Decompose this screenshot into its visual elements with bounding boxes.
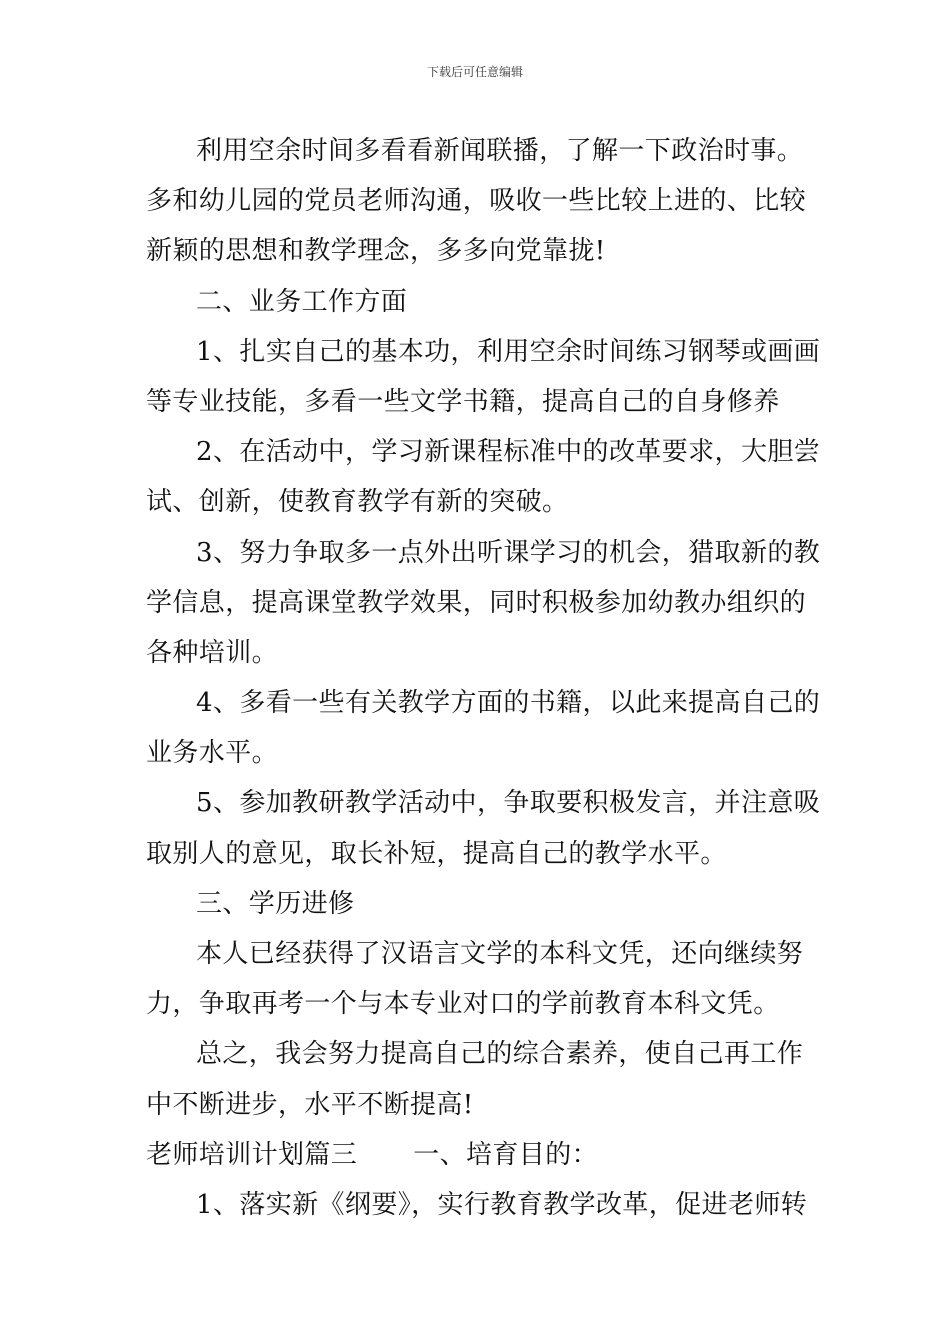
section-heading: 三、学历进修 [196,888,355,919]
section-heading: 二、业务工作方面 [196,286,408,317]
document-title: 老师培训计划篇三 [146,1139,358,1170]
paragraph-line: 本人已经获得了汉语言文学的本科文凭，还向继续努 [196,939,804,969]
paragraph-line: 4、多看一些有关教学方面的书籍，以此来提高自己的 [196,688,821,719]
paragraph-line: 1、落实新《纲要》，实行教育教学改革，促进老师转 [196,1189,808,1220]
section-heading: 一、培育目的： [413,1139,599,1170]
paragraph-line: 中不断进步，水平不断提高! [146,1089,474,1120]
paragraph-line: 新颖的思想和教学理念，多多向党靠拢! [146,236,606,267]
paragraph-line: 业务水平。 [146,738,279,769]
paragraph-line: 等专业技能，多看一些文学书籍，提高自己的自身修养 [146,386,780,417]
paragraph-line: 各种培训。 [146,637,279,668]
paragraph-line: 试、创新，使教育教学有新的突破。 [146,487,569,518]
document-body [146,126,821,1230]
paragraph-line: 多和幼儿园的党员老师沟通，吸收一些比较上进的、比较 [146,186,807,217]
paragraph-line: 总之，我会努力提高自己的综合素养，使自己再工作 [196,1039,804,1070]
paragraph-line: 取别人的意见，取长补短，提高自己的教学水平。 [146,838,727,869]
paragraph-line: 学信息，提高课堂教学效果，同时积极参加幼教办组织的 [146,587,807,618]
title-line [146,1130,810,1180]
paragraph-line: 2、在活动中，学习新课程标准中的改革要求，大胆尝 [196,437,821,468]
page-header: 下载后可任意编辑 [426,65,523,79]
paragraph-line: 1、扎实自己的基本功，利用空余时间练习钢琴或画画 [196,336,821,367]
paragraph-line: 力，争取再考一个与本专业对口的学前教育本科文凭。 [146,989,780,1020]
paragraph-line: 5、参加教研教学活动中，争取要积极发言，并注意吸 [196,788,821,819]
paragraph-line: 3、努力争取多一点外出听课学习的机会，猎取新的教 [196,537,821,568]
paragraph-line: 利用空余时间多看看新闻联播，了解一下政治时事。 [196,136,804,166]
